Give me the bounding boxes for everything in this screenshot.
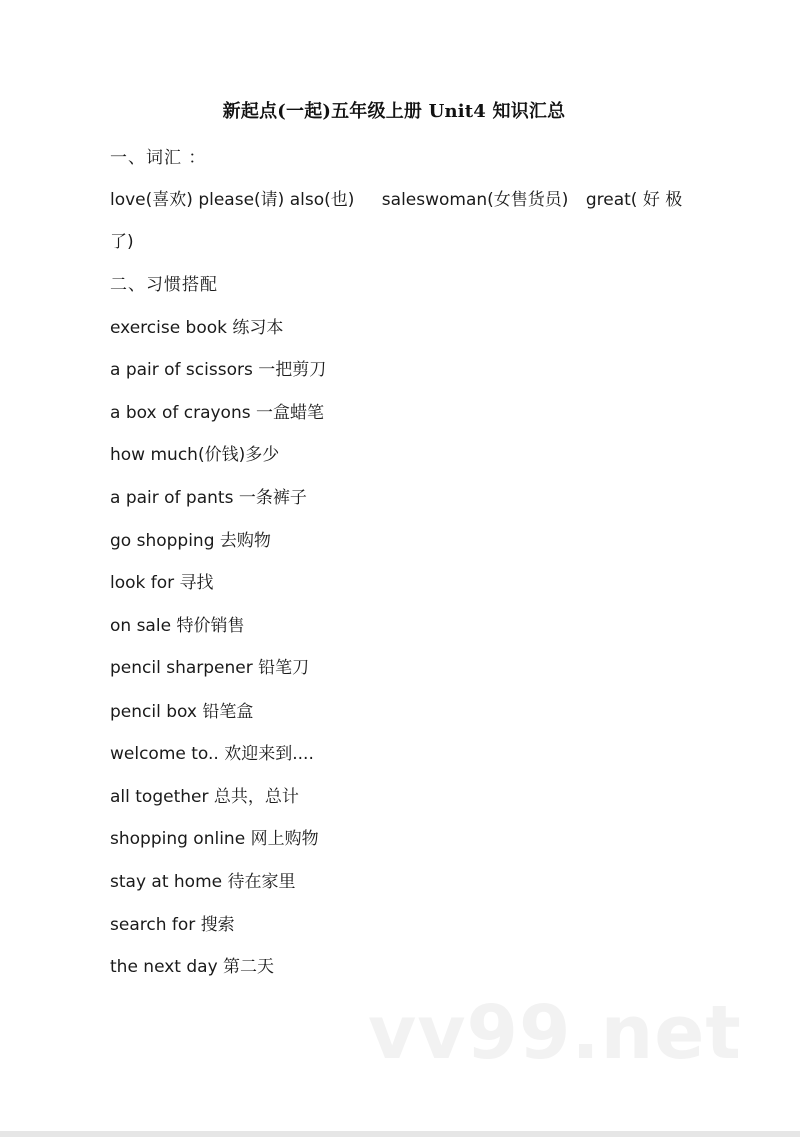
vocab-item: love(喜欢) [110, 190, 193, 210]
phrase-item: the next day 第二天 [110, 957, 275, 977]
watermark: vv99.net [368, 990, 742, 1076]
vocab-line-continued: 了) [110, 232, 134, 252]
phrase-item: exercise book 练习本 [110, 318, 284, 338]
phrase-item: shopping online 网上购物 [110, 829, 319, 849]
phrase-item: all together 总共，总计 [110, 787, 299, 807]
phrase-item: search for 搜索 [110, 915, 235, 935]
phrase-item: a box of crayons 一盒蜡笔 [110, 403, 324, 423]
phrase-item: look for 寻找 [110, 573, 214, 593]
vocab-item: great( 好 极 [585, 190, 683, 210]
phrase-item: welcome to.. 欢迎来到.... [110, 744, 314, 764]
phrase-item: stay at home 待在家里 [110, 872, 296, 892]
phrase-item: on sale 特价销售 [110, 616, 245, 636]
vocab-line [110, 189, 682, 211]
page-title: 新起点(一起)五年级上册 Unit4 知识汇总 [222, 101, 566, 122]
vocab-item: please(请) [198, 190, 285, 210]
phrase-item: how much(价钱)多少 [110, 445, 280, 465]
page-bottom-edge [0, 1131, 800, 1137]
phrase-item: pencil box 铅笔盒 [110, 702, 254, 722]
phrase-item: go shopping 去购物 [110, 531, 271, 551]
phrase-item: a pair of scissors 一把剪刀 [110, 360, 327, 380]
section-heading-vocabulary: 一、词汇 ： [110, 148, 207, 168]
vocab-item: also(也) [289, 190, 355, 210]
vocab-item: saleswoman(女售货员) [381, 190, 569, 210]
section-heading-phrases: 二、习惯搭配 [110, 275, 218, 295]
phrase-item: a pair of pants 一条裤子 [110, 488, 307, 508]
phrase-item: pencil sharpener 铅笔刀 [110, 658, 310, 678]
